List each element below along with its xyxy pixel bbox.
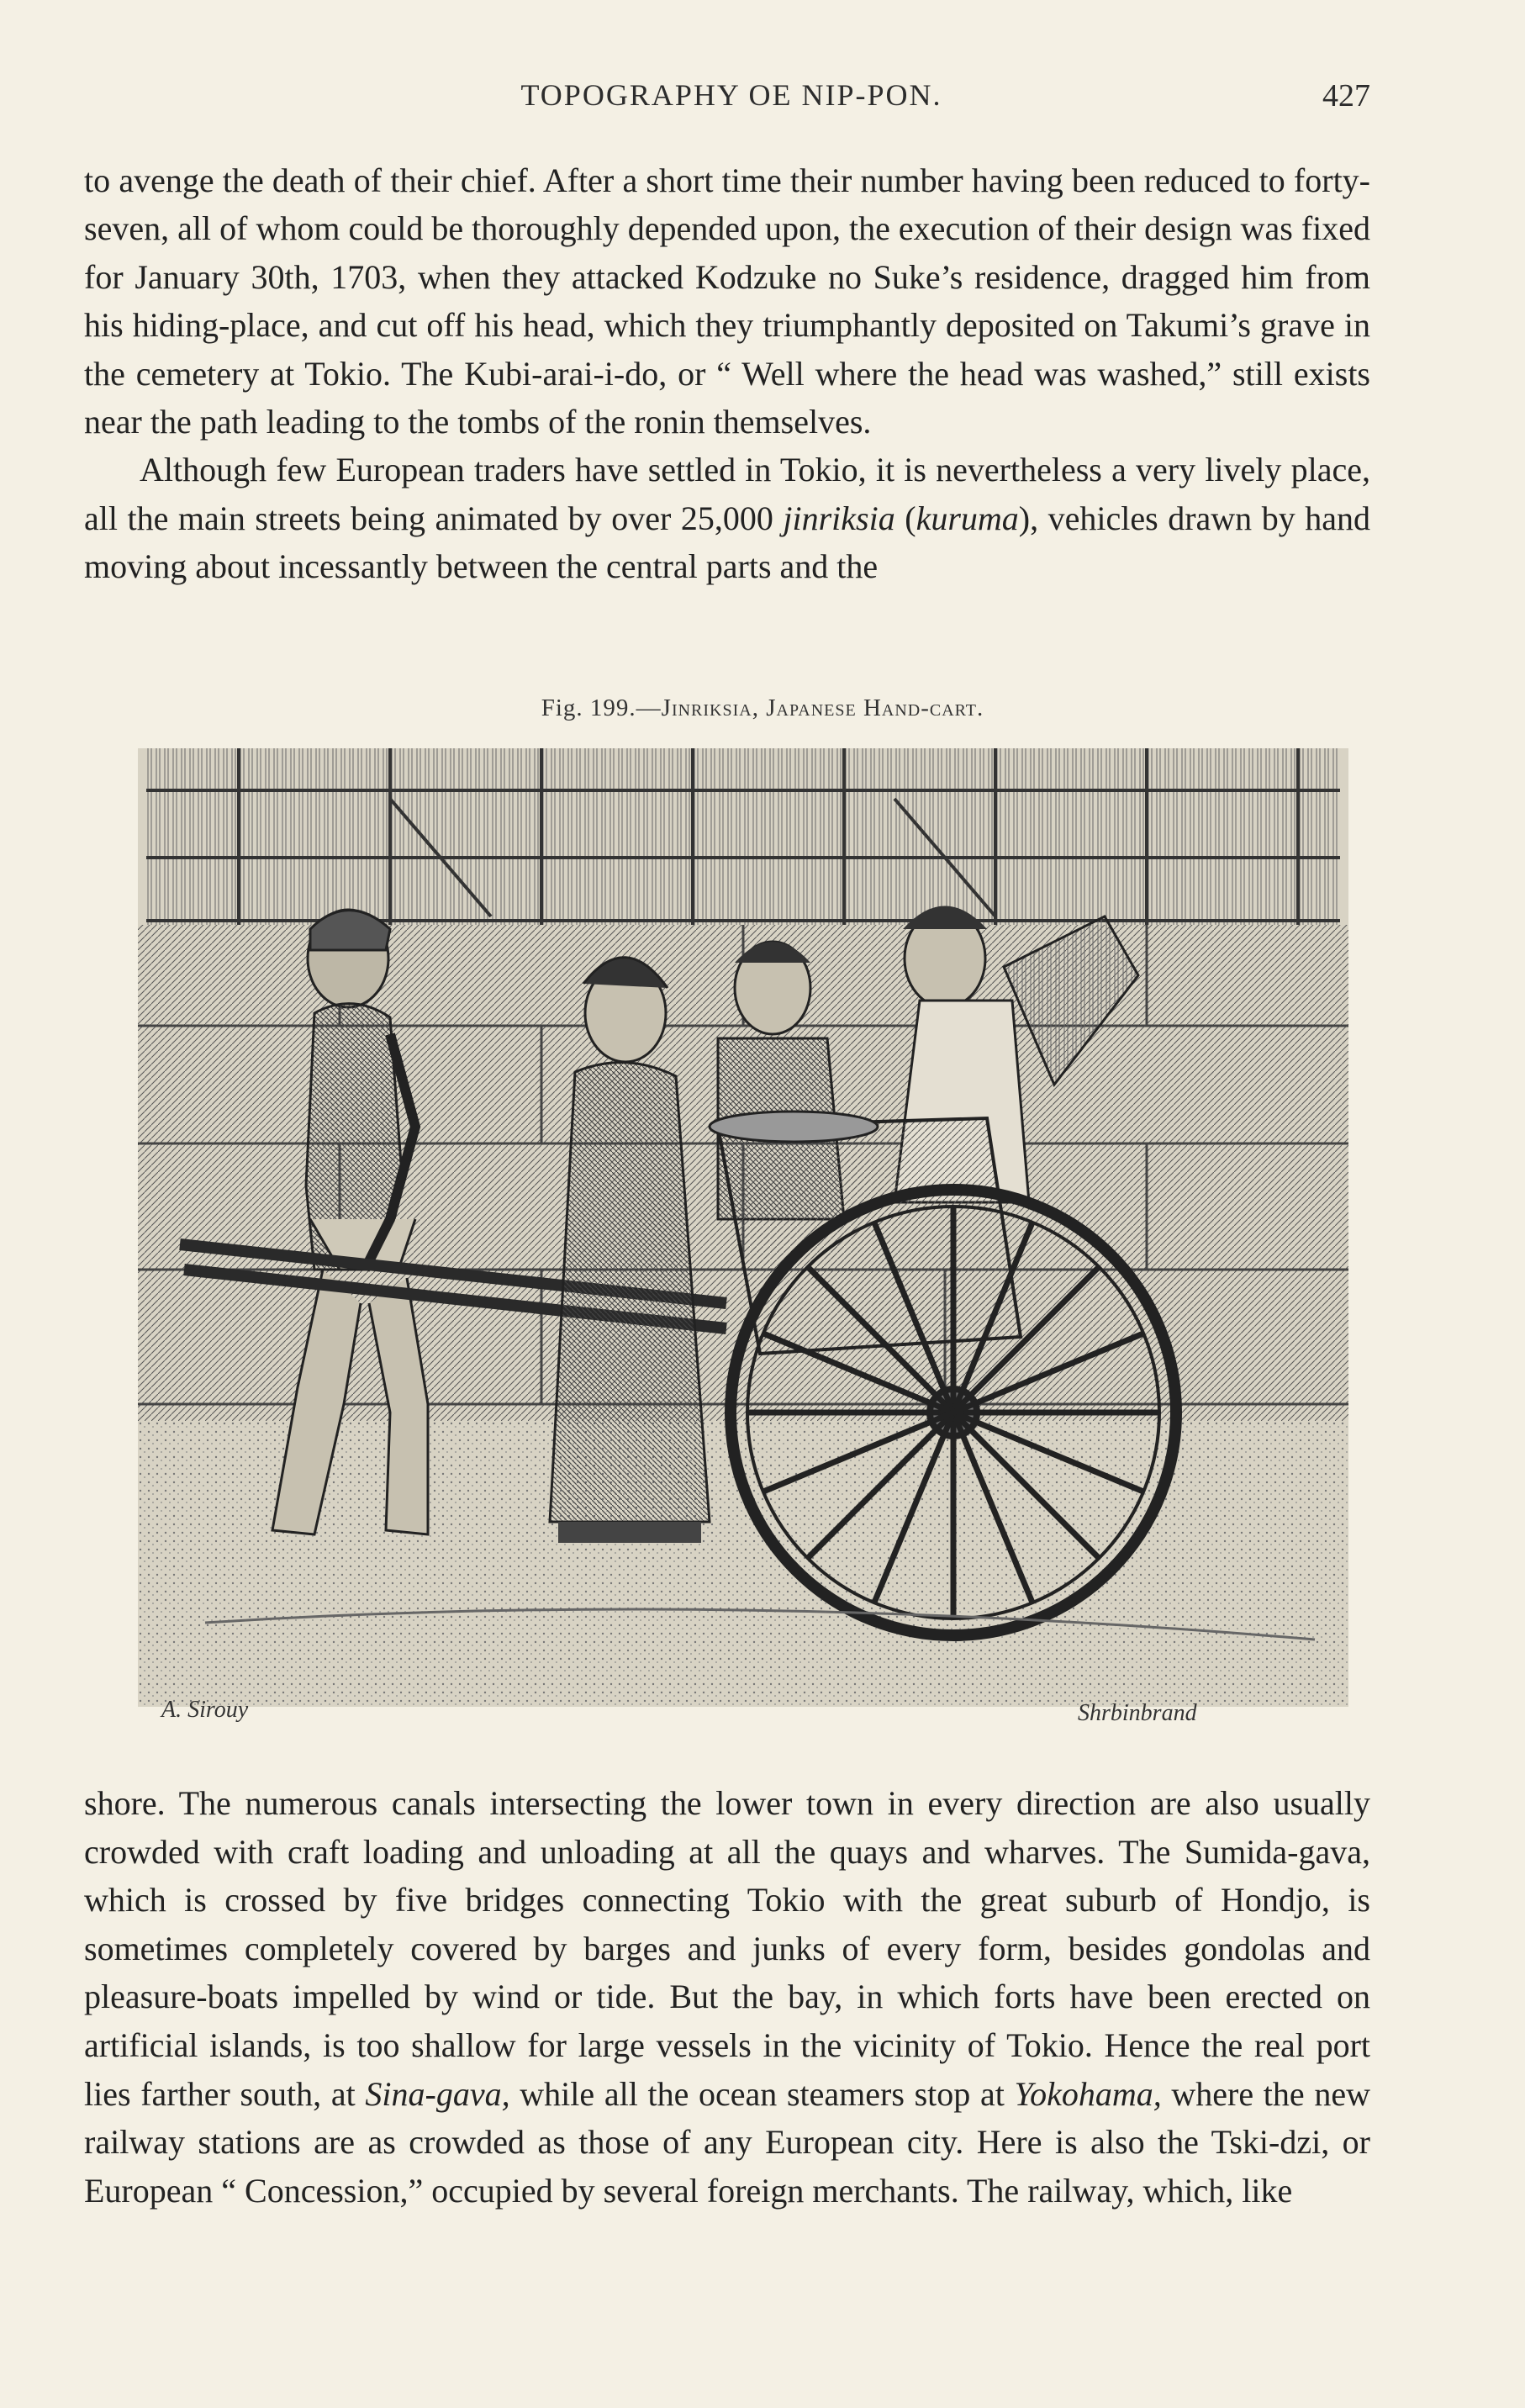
page-header	[92, 77, 1370, 121]
bamboo-fence	[146, 748, 1340, 925]
page-number: 427	[1322, 78, 1370, 114]
paragraph	[84, 446, 1370, 590]
engraver-signature-left: A. Sirouy	[161, 1697, 249, 1723]
text-run: (	[894, 499, 916, 537]
tray	[710, 1112, 878, 1142]
figure-caption	[0, 694, 1525, 722]
paragraph: to avenge the death of their chief. After a short time their number having been reduced to forty-seven, all of whom could be thoroughly depended upon, the execution of their design was fixed for January 30th, 1703, when they attacked Kodzuke no Suke’s residence, dragged him from his hiding-place, and cut off his head, which they triumphantly deposited on Takumi’s grave in the cemetery at Tokio. The Kubi-arai-i-do, or “ Well where the head was washed,” still exists near the path leading to the tombs of the ronin themselves.	[84, 161, 1370, 441]
text-run: where the new railway stations are as crowded as those of any European city. Here is also the Tski-dzi, or European “ Concession,” occupied by several foreign merchants. The railway, which, like	[84, 2074, 1370, 2210]
rickshaw-wheel	[731, 1190, 1176, 1635]
text-run: ), vehicles drawn by hand moving about incessantly between the central parts and the	[84, 499, 1371, 586]
italic-place: Yokohama,	[1014, 2074, 1162, 2113]
figure-title: Jinriksia, Japanese Hand-cart.	[661, 694, 984, 721]
rickshaw-body	[718, 1118, 1021, 1354]
running-title: TOPOGRAPHY OE NIP-PON.	[520, 78, 942, 112]
engraving-illustration	[138, 748, 1348, 1745]
engraver-signature-right: Shrbinbrand	[1078, 1700, 1197, 1726]
italic-place: Sina-gava,	[365, 2074, 510, 2113]
text-run: shore. The numerous canals intersecting the lower town in every direction are also usually crowded with craft loading and unloading at all the quays and wharves. The Sumida-gava, which is crossed by five bridges connecting Tokio with the great suburb of Hondjo, is sometimes completely covered by barges and junks of every form, besides gondolas and pleasure-boats impelled by wind or tide. But the bay, in which forts have been erected on artificial islands, is too shallow for large vessels in the vicinity of Tokio. Hence the real port lies farther south, at	[84, 1784, 1370, 2113]
italic-term: kuruma	[916, 499, 1019, 537]
italic-term: jinriksia	[783, 499, 895, 537]
paragraph	[84, 1779, 1370, 2215]
text-run: Although few European traders have settled in Tokio, it is nevertheless a very lively place, all the main streets being animated by over 25,000	[84, 451, 1370, 537]
bottom-text-block	[84, 1779, 1370, 2215]
figure-label: Fig. 199.—	[541, 694, 662, 721]
top-text-block	[84, 156, 1370, 591]
text-run: while all the ocean steamers stop at	[509, 2074, 1015, 2113]
